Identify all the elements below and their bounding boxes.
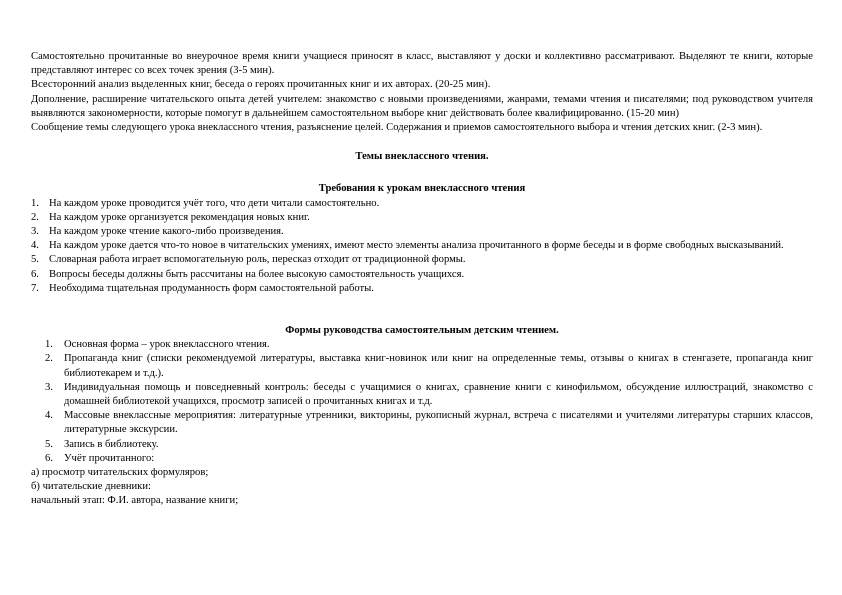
list-text: Запись в библиотеку. — [64, 438, 159, 450]
list-text: Словарная работа играет вспомогательную роль, пересказ отходит от традиционной формы. — [49, 254, 466, 266]
list-item — [31, 211, 813, 225]
intro-paragraph-2: Всесторонний анализ выделенных книг, беседа о героях прочитанных книг и их авторах. (20-25 мин). — [31, 79, 491, 91]
list-item — [31, 338, 813, 352]
list-number: 4. — [45, 410, 53, 422]
list-number: 6. — [31, 268, 39, 280]
list-text: Пропаганда книг (списки рекомендуемой литературы, выставка книг-новинок или книг на определенные темы, отзывы о книгах в стенгазете, пропаганда книг библиотекарем и т.д.). — [64, 353, 813, 379]
list-text: Массовые внеклассные мероприятия: литературные утренники, викторины, рукописный журнал, встреча с писателями и учителями литературы старших классов, литературные экскурсии. — [64, 410, 813, 436]
list-item — [31, 282, 813, 296]
tail-line-1: а) просмотр читательских формуляров; — [31, 467, 209, 479]
list-text: Учёт прочитанного: — [64, 452, 155, 464]
tail-line-2: б) читательские дневники: — [31, 481, 151, 493]
list-item — [31, 409, 813, 437]
topics-heading: Темы внеклассного чтения. — [355, 151, 489, 163]
list-item — [31, 438, 813, 452]
list-text: На каждом уроке дается что-то новое в читательских умениях, имеют место элементы анализа прочитанного в форме беседы и в форме свободных высказываний. — [49, 240, 784, 252]
intro-paragraph-4: Сообщение темы следующего урока внеклассного чтения, разъяснение целей. Содержания и приемов самостоятельного выбора и чтения детских книг. (2-3 мин). — [31, 122, 763, 134]
list-text: Необходима тщательная продуманность форм самостоятельной работы. — [49, 282, 374, 294]
list-text: На каждом уроке чтение какого-либо произведения. — [49, 226, 284, 238]
list-number: 6. — [45, 452, 53, 464]
list-text: Основная форма – урок внеклассного чтения. — [64, 339, 270, 351]
list-item — [31, 253, 813, 267]
list-item — [31, 352, 813, 380]
list-item — [31, 225, 813, 239]
list-item — [31, 239, 813, 253]
list-text: На каждом уроке проводится учёт того, что дети читали самостоятельно. — [49, 197, 380, 209]
requirements-list — [31, 197, 813, 296]
list-text: На каждом уроке организуется рекомендация новых книг. — [49, 211, 310, 223]
list-text: Индивидуальная помощь и повседневный контроль: беседы с учащимися о книгах, сравнение книги с кинофильмом, обсуждение иллюстраций, знакомство с домашней библиотекой учащихся, просмотр записей о прочитанных книгах и т.д. — [64, 381, 813, 408]
list-item — [31, 452, 813, 466]
list-text: Вопросы беседы должны быть рассчитаны на более высокую самостоятельность учащихся. — [49, 268, 465, 280]
list-item — [31, 197, 813, 211]
list-number: 2. — [31, 211, 39, 223]
list-number: 1. — [31, 197, 39, 209]
document-page — [31, 50, 813, 509]
requirements-heading: Требования к урокам внеклассного чтения — [318, 183, 526, 195]
list-item — [31, 268, 813, 282]
list-number: 1. — [45, 339, 53, 351]
list-number: 5. — [31, 254, 39, 266]
list-number: 5. — [45, 438, 53, 450]
list-number: 4. — [31, 240, 39, 252]
tail-line-3: начальный этап: Ф.И. автора, название книги; — [31, 495, 239, 507]
list-number: 7. — [31, 282, 39, 294]
list-number: 3. — [45, 381, 53, 393]
list-number: 2. — [45, 353, 53, 365]
list-number: 3. — [31, 226, 39, 238]
forms-heading: Формы руководства самостоятельным детским чтением. — [285, 325, 559, 337]
list-item — [31, 381, 813, 409]
intro-paragraph-1: Самостоятельно прочитанные во внеурочное время книги учащиеся приносят в класс, выставляют у доски и коллективно рассматривают. Выделяют те книги, которые представляют интерес со всех точек зрения (3-5 мин). — [31, 51, 813, 77]
forms-list — [31, 338, 813, 466]
intro-paragraph-3: Дополнение, расширение читательского опыта детей учителем: знакомство с новыми произведениями, жанрами, темами чтения и писателями; под руководством учителя выявляются закономерности, которые помогут в дальнейшем самостоятельном выборе книг действовать более квалифицированно. (15-20 мин) — [31, 93, 813, 119]
